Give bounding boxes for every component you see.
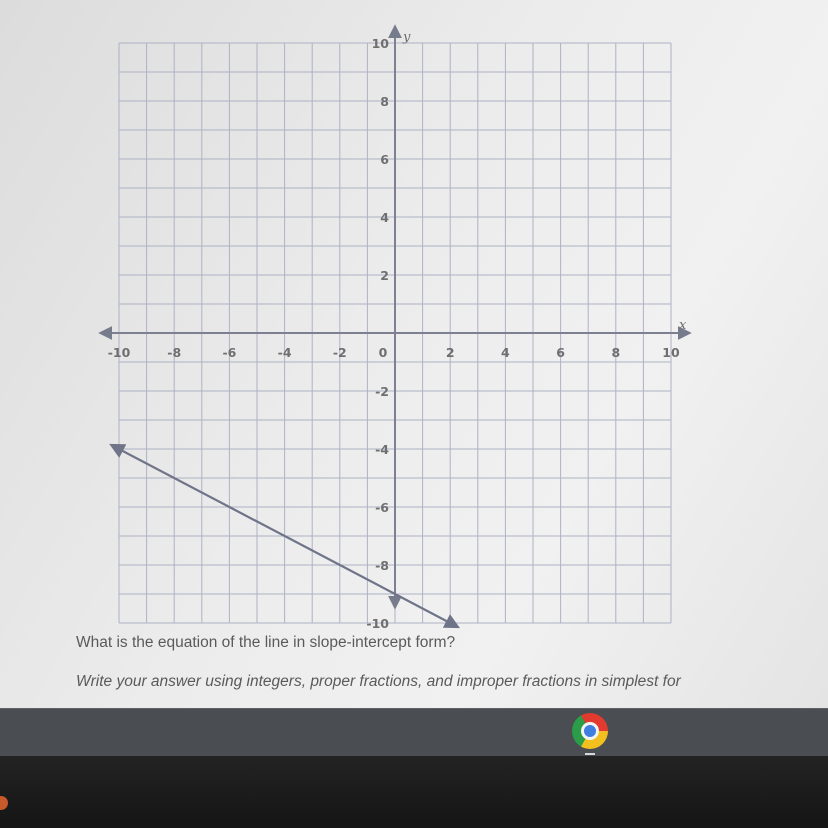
laptop-bezel xyxy=(0,756,828,828)
y-tick-label: -8 xyxy=(375,558,389,573)
x-tick-label: -10 xyxy=(107,345,131,360)
question-prompt: What is the equation of the line in slope-intercept form? xyxy=(76,634,456,651)
chrome-icon[interactable] xyxy=(572,713,608,749)
y-tick-label: 4 xyxy=(380,210,389,225)
x-tick-label: 0 xyxy=(378,345,388,360)
y-tick-label: 6 xyxy=(380,152,389,167)
y-axis-label: y xyxy=(403,30,411,45)
y-tick-label: -6 xyxy=(375,500,389,515)
x-axis-label: x xyxy=(679,318,687,333)
y-tick-label: 2 xyxy=(380,268,389,283)
y-tick-label: -4 xyxy=(375,442,389,457)
taskbar xyxy=(0,708,828,757)
x-tick-label: 4 xyxy=(501,345,510,360)
y-tick-label: 8 xyxy=(380,94,389,109)
chrome-running-indicator xyxy=(585,753,595,755)
y-tick-label: 10 xyxy=(371,36,389,51)
answer-instruction: Write your answer using integers, proper fractions, and improper fractions in simplest for xyxy=(76,673,681,690)
y-tick-label: -2 xyxy=(375,384,389,399)
x-tick-label: 6 xyxy=(556,345,565,360)
x-tick-label: -6 xyxy=(222,345,237,360)
y-tick-label: -10 xyxy=(366,616,389,630)
x-tick-label: -4 xyxy=(277,345,292,360)
x-tick-label: -2 xyxy=(332,345,347,360)
x-tick-label: 10 xyxy=(662,345,680,360)
x-tick-label: -8 xyxy=(167,345,182,360)
x-tick-label: 8 xyxy=(611,345,621,360)
x-tick-label: 2 xyxy=(445,345,455,360)
chrome-center xyxy=(581,722,599,740)
